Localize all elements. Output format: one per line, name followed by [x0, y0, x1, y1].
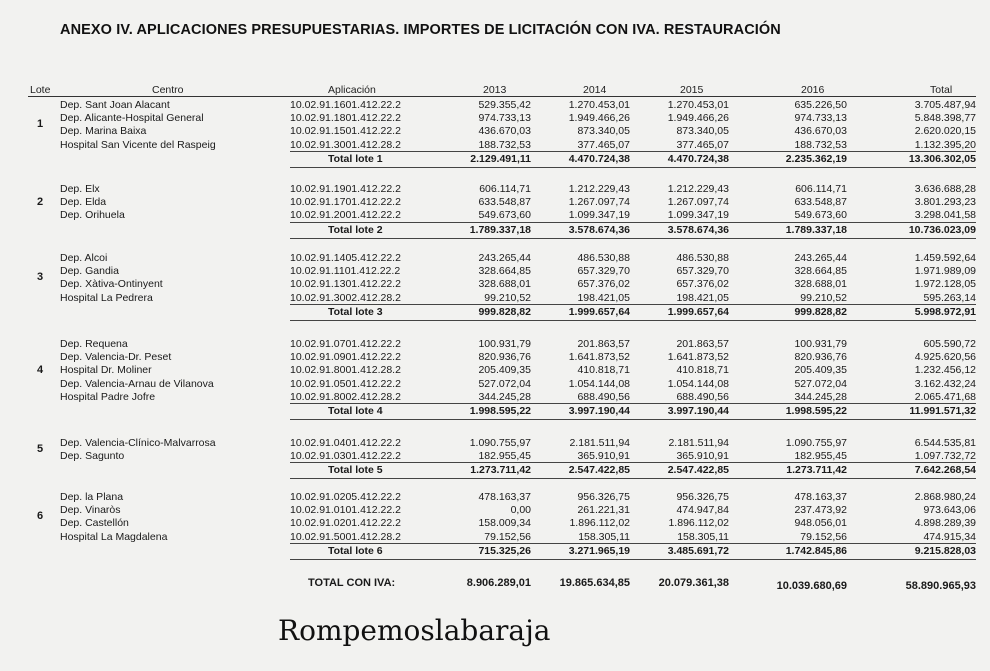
- table-row: [0, 196, 990, 209]
- value-2014-cell: 158.305,11: [578, 530, 630, 543]
- table-row: [0, 491, 990, 504]
- total-cell: 2.620.020,15: [914, 125, 976, 138]
- aplicacion-cell: 10.02.91.1501.412.22.2: [290, 125, 401, 138]
- watermark: Rompemoslabaraja: [278, 614, 551, 647]
- table-row: [0, 437, 990, 450]
- subtotal-2014: 4.470.724,38: [568, 152, 630, 165]
- grand-total-total: 58.890.965,93: [905, 580, 976, 592]
- subtotal-2013: 1.789.337,18: [469, 223, 531, 236]
- aplicacion-cell: 10.02.91.0701.412.22.2: [290, 338, 401, 350]
- value-2016-cell: 243.265,44: [794, 252, 847, 264]
- value-2015-cell: 201.863,57: [676, 338, 729, 350]
- aplicacion-cell: 10.02.91.1301.412.22.2: [290, 278, 401, 291]
- value-2015-cell: 1.099.347,19: [667, 209, 729, 222]
- value-2014-cell: 657.376,02: [577, 278, 630, 291]
- subtotal-total: 13.306.302,05: [908, 152, 976, 165]
- grand-total-2013: 8.906.289,01: [466, 577, 531, 589]
- value-2013-cell: 243.265,44: [478, 252, 531, 264]
- value-2014-cell: 1.270.453,01: [568, 99, 630, 111]
- lote-number: 1: [37, 118, 44, 131]
- group-divider: [290, 559, 976, 560]
- value-2013-cell: 820.936,76: [478, 351, 531, 364]
- value-2014-cell: 1.949.466,26: [568, 112, 630, 125]
- value-2013-cell: 529.355,42: [478, 99, 531, 111]
- value-2015-cell: 365.910,91: [676, 450, 729, 463]
- aplicacion-cell: 10.02.91.2001.412.22.2: [290, 209, 401, 222]
- value-2013-cell: 633.548,87: [478, 196, 531, 209]
- value-2013-cell: 436.670,03: [478, 125, 531, 138]
- value-2014-cell: 956.326,75: [577, 491, 630, 503]
- aplicacion-cell: 10.02.91.1901.412.22.2: [290, 183, 401, 195]
- aplicacion-cell: 10.02.91.8001.412.28.2: [290, 364, 401, 377]
- centro-cell: Dep. Valencia-Clínico-Malvarrosa: [60, 437, 216, 449]
- value-2013-cell: 328.688,01: [478, 278, 531, 291]
- subtotal-2015: 3.997.190,44: [667, 405, 729, 417]
- subtotal-row: [0, 464, 990, 477]
- centro-cell: Dep. Elda: [60, 196, 107, 209]
- subtotal-label: Total lote 3: [328, 305, 383, 318]
- subtotal-label: Total lote 4: [328, 405, 383, 417]
- value-2015-cell: 158.305,11: [677, 530, 729, 543]
- value-2013-cell: 606.114,71: [479, 183, 531, 195]
- subtotal-2014: 2.547.422,85: [568, 464, 630, 477]
- value-2016-cell: 1.090.755,97: [785, 437, 847, 449]
- subtotal-divider: [290, 151, 976, 152]
- centro-cell: Hospital Padre Jofre: [60, 390, 156, 403]
- value-2014-cell: 1.267.097,74: [568, 196, 630, 209]
- subtotal-total: 7.642.268,54: [914, 464, 976, 477]
- subtotal-divider: [290, 543, 976, 544]
- subtotal-divider: [290, 403, 976, 404]
- value-2016-cell: 188.732,53: [794, 138, 847, 151]
- total-cell: 3.705.487,94: [914, 99, 976, 111]
- value-2016-cell: 635.226,50: [794, 99, 847, 111]
- total-cell: 1.232.456,12: [914, 364, 976, 377]
- subtotal-2014: 3.997.190,44: [568, 405, 630, 417]
- value-2016-cell: 478.163,37: [794, 491, 847, 503]
- table-row: [0, 183, 990, 196]
- value-2014-cell: 1.641.873,52: [568, 351, 630, 364]
- total-cell: 3.801.293,23: [914, 196, 976, 209]
- lote-number: 2: [37, 195, 44, 208]
- value-2015-cell: 486.530,88: [676, 252, 729, 264]
- subtotal-row: [0, 224, 990, 237]
- subtotal-row: [0, 306, 990, 319]
- value-2015-cell: 657.329,70: [676, 265, 729, 278]
- value-2013-cell: 549.673,60: [478, 209, 531, 222]
- subtotal-divider: [290, 222, 976, 223]
- value-2016-cell: 99.210,52: [800, 291, 847, 304]
- value-2013-cell: 158.009,34: [478, 517, 531, 530]
- subtotal-2013: 999.828,82: [478, 305, 531, 318]
- value-2016-cell: 633.548,87: [794, 196, 847, 209]
- lote-number: 6: [37, 510, 44, 523]
- value-2013-cell: 205.409,35: [478, 364, 531, 377]
- grand-total-2015: 20.079.361,38: [658, 577, 729, 589]
- table-row: [0, 531, 990, 544]
- header-centro: Centro: [152, 84, 184, 96]
- total-cell: 3.636.688,28: [914, 183, 976, 195]
- value-2014-cell: 410.818,71: [577, 364, 630, 377]
- grand-total-label: TOTAL CON IVA:: [308, 577, 396, 589]
- total-cell: 1.132.395,20: [914, 138, 976, 151]
- value-2014-cell: 377.465,07: [577, 138, 630, 151]
- centro-cell: Dep. Gandia: [60, 265, 119, 278]
- value-2013-cell: 99.210,52: [484, 291, 531, 304]
- subtotal-2014: 3.271.965,19: [568, 544, 630, 557]
- subtotal-divider: [290, 462, 976, 463]
- value-2015-cell: 2.181.511,94: [668, 437, 729, 449]
- subtotal-2016: 2.235.362,19: [785, 152, 847, 165]
- total-cell: 3.298.041,58: [914, 209, 976, 222]
- table-row: [0, 112, 990, 125]
- header-lote: Lote: [30, 84, 51, 96]
- value-2013-cell: 328.664,85: [478, 265, 531, 278]
- centro-cell: Dep. la Plana: [60, 491, 124, 503]
- value-2015-cell: 1.054.144,08: [667, 377, 729, 390]
- value-2013-cell: 100.931,79: [478, 338, 531, 350]
- value-2015-cell: 1.270.453,01: [667, 99, 729, 111]
- value-2013-cell: 182.955,45: [478, 450, 531, 463]
- lote-number: 3: [37, 271, 44, 284]
- header-total: Total: [930, 84, 953, 96]
- header-2014: 2014: [583, 84, 607, 96]
- value-2014-cell: 1.896.112,02: [569, 517, 630, 530]
- subtotal-2015: 2.547.422,85: [667, 464, 729, 477]
- table-row: [0, 139, 990, 152]
- centro-cell: Dep. Xàtiva-Ontinyent: [60, 278, 163, 291]
- subtotal-2013: 1.273.711,42: [470, 464, 531, 477]
- total-cell: 5.848.398,77: [914, 112, 976, 125]
- table-row: [0, 278, 990, 291]
- total-cell: 973.643,06: [923, 504, 976, 517]
- group-divider: [290, 238, 976, 239]
- value-2015-cell: 1.949.466,26: [667, 112, 729, 125]
- table-row: [0, 517, 990, 530]
- table-row: [0, 378, 990, 391]
- value-2014-cell: 1.212.229,43: [568, 183, 630, 195]
- value-2014-cell: 1.054.144,08: [568, 377, 630, 390]
- centro-cell: Dep. Valencia-Dr. Peset: [60, 351, 172, 364]
- subtotal-total: 11.991.571,32: [909, 405, 976, 417]
- value-2014-cell: 1.099.347,19: [568, 209, 630, 222]
- value-2015-cell: 198.421,05: [676, 291, 729, 304]
- aplicacion-cell: 10.02.91.0401.412.22.2: [290, 437, 401, 449]
- centro-cell: Dep. Alcoi: [60, 252, 108, 264]
- value-2015-cell: 688.490,56: [676, 390, 729, 403]
- value-2013-cell: 0,00: [510, 504, 531, 517]
- value-2015-cell: 377.465,07: [676, 138, 729, 151]
- value-2015-cell: 1.896.112,02: [668, 517, 729, 530]
- group-divider: [290, 478, 976, 479]
- centro-cell: Dep. Castellón: [60, 517, 129, 530]
- header-divider: [28, 96, 976, 97]
- aplicacion-cell: 10.02.91.1701.412.22.2: [290, 196, 401, 209]
- total-cell: 4.898.289,39: [914, 517, 976, 530]
- value-2013-cell: 344.245,28: [478, 390, 531, 403]
- table-row: [0, 265, 990, 278]
- header-2013: 2013: [483, 84, 507, 96]
- table-row: [0, 125, 990, 138]
- value-2015-cell: 956.326,75: [676, 491, 729, 503]
- value-2013-cell: 478.163,37: [478, 491, 531, 503]
- value-2016-cell: 328.664,85: [794, 265, 847, 278]
- total-cell: 2.065.471,68: [914, 390, 976, 403]
- table-row: [0, 252, 990, 265]
- aplicacion-cell: 10.02.91.3001.412.28.2: [290, 138, 401, 151]
- header-2015: 2015: [680, 84, 704, 96]
- value-2016-cell: 606.114,71: [795, 183, 847, 195]
- subtotal-label: Total lote 1: [328, 152, 383, 165]
- centro-cell: Dep. Sagunto: [60, 450, 125, 463]
- header-2016: 2016: [801, 84, 825, 96]
- value-2015-cell: 474.947,84: [676, 504, 729, 517]
- centro-cell: Dep. Alicante-Hospital General: [60, 112, 204, 125]
- value-2016-cell: 100.931,79: [794, 338, 847, 350]
- table-row: [0, 351, 990, 364]
- subtotal-2016: 1.789.337,18: [785, 223, 847, 236]
- aplicacion-cell: 10.02.91.1101.412.22.2: [290, 265, 401, 278]
- value-2016-cell: 344.245,28: [794, 390, 847, 403]
- total-cell: 3.162.432,24: [914, 377, 976, 390]
- value-2016-cell: 436.670,03: [794, 125, 847, 138]
- table-row: [0, 364, 990, 377]
- subtotal-2015: 3.578.674,36: [667, 223, 729, 236]
- value-2013-cell: 79.152,56: [484, 530, 531, 543]
- total-cell: 4.925.620,56: [914, 351, 976, 364]
- total-cell: 1.972.128,05: [914, 278, 976, 291]
- value-2014-cell: 201.863,57: [577, 338, 630, 350]
- aplicacion-cell: 10.02.91.1801.412.22.2: [290, 112, 401, 125]
- value-2016-cell: 948.056,01: [794, 517, 847, 530]
- centro-cell: Dep. Vinaròs: [60, 504, 121, 517]
- aplicacion-cell: 10.02.91.0101.412.22.2: [290, 504, 401, 517]
- subtotal-2013: 1.998.595,22: [469, 405, 531, 417]
- aplicacion-cell: 10.02.91.3002.412.28.2: [290, 291, 401, 304]
- subtotal-2016: 1.742.845,86: [785, 544, 847, 557]
- table-row: [0, 338, 990, 351]
- subtotal-row: [0, 405, 990, 418]
- value-2014-cell: 198.421,05: [577, 291, 630, 304]
- centro-cell: Dep. Marina Baixa: [60, 125, 147, 138]
- subtotal-label: Total lote 5: [328, 464, 383, 477]
- value-2014-cell: 657.329,70: [577, 265, 630, 278]
- aplicacion-cell: 10.02.91.1601.412.22.2: [290, 99, 401, 111]
- grand-total-2016: 10.039.680,69: [776, 580, 847, 592]
- value-2016-cell: 820.936,76: [794, 351, 847, 364]
- subtotal-row: [0, 153, 990, 166]
- centro-cell: Hospital La Magdalena: [60, 530, 168, 543]
- subtotal-label: Total lote 6: [328, 544, 383, 557]
- total-cell: 6.544.535,81: [914, 437, 976, 449]
- subtotal-2016: 999.828,82: [794, 305, 847, 318]
- subtotal-2016: 1.998.595,22: [785, 405, 847, 417]
- aplicacion-cell: 10.02.91.0901.412.22.2: [290, 351, 401, 364]
- value-2016-cell: 182.955,45: [794, 450, 847, 463]
- centro-cell: Hospital San Vicente del Raspeig: [60, 138, 216, 151]
- value-2015-cell: 1.641.873,52: [667, 351, 729, 364]
- subtotal-total: 10.736.023,09: [908, 223, 976, 236]
- subtotal-divider: [290, 304, 976, 305]
- value-2016-cell: 974.733,13: [794, 112, 847, 125]
- table-row: [0, 504, 990, 517]
- lote-number: 4: [37, 364, 44, 376]
- aplicacion-cell: 10.02.91.8002.412.28.2: [290, 390, 401, 403]
- subtotal-2014: 3.578.674,36: [568, 223, 630, 236]
- aplicacion-cell: 10.02.91.1405.412.22.2: [290, 252, 401, 264]
- centro-cell: Dep. Requena: [60, 338, 128, 350]
- value-2013-cell: 188.732,53: [478, 138, 531, 151]
- value-2016-cell: 328.688,01: [794, 278, 847, 291]
- aplicacion-cell: 10.02.91.0201.412.22.2: [290, 517, 401, 530]
- centro-cell: Dep. Valencia-Arnau de Vilanova: [60, 377, 214, 390]
- table-row: [0, 209, 990, 222]
- total-cell: 1.971.989,09: [914, 265, 976, 278]
- subtotal-2015: 1.999.657,64: [667, 305, 729, 318]
- value-2016-cell: 205.409,35: [794, 364, 847, 377]
- group-divider: [290, 320, 976, 321]
- value-2013-cell: 974.733,13: [478, 112, 531, 125]
- table-row: [0, 391, 990, 404]
- subtotal-2015: 3.485.691,72: [667, 544, 729, 557]
- subtotal-2016: 1.273.711,42: [786, 464, 847, 477]
- group-divider: [290, 419, 976, 420]
- value-2016-cell: 79.152,56: [800, 530, 847, 543]
- table-row: [0, 99, 990, 112]
- aplicacion-cell: 10.02.91.0501.412.22.2: [290, 377, 401, 390]
- value-2016-cell: 237.473,92: [794, 504, 847, 517]
- aplicacion-cell: 10.02.91.5001.412.28.2: [290, 530, 401, 543]
- value-2015-cell: 1.212.229,43: [667, 183, 729, 195]
- value-2014-cell: 261.221,31: [577, 504, 630, 517]
- table-row: [0, 450, 990, 463]
- value-2015-cell: 873.340,05: [676, 125, 729, 138]
- subtotal-total: 9.215.828,03: [914, 544, 976, 557]
- subtotal-2013: 715.325,26: [478, 544, 531, 557]
- value-2014-cell: 873.340,05: [577, 125, 630, 138]
- grand-total-2014: 19.865.634,85: [559, 577, 630, 589]
- group-divider: [290, 167, 976, 168]
- value-2014-cell: 486.530,88: [577, 252, 630, 264]
- value-2013-cell: 1.090.755,97: [469, 437, 531, 449]
- value-2013-cell: 527.072,04: [478, 377, 531, 390]
- value-2014-cell: 688.490,56: [577, 390, 630, 403]
- subtotal-row: [0, 545, 990, 558]
- total-cell: 474.915,34: [923, 530, 976, 543]
- total-cell: 605.590,72: [923, 338, 976, 350]
- centro-cell: Dep. Elx: [60, 183, 100, 195]
- total-cell: 595.263,14: [923, 291, 976, 304]
- subtotal-2014: 1.999.657,64: [568, 305, 630, 318]
- value-2016-cell: 527.072,04: [794, 377, 847, 390]
- table-row: [0, 292, 990, 305]
- centro-cell: Hospital Dr. Moliner: [60, 364, 152, 377]
- aplicacion-cell: 10.02.91.0205.412.22.2: [290, 491, 401, 503]
- total-cell: 2.868.980,24: [914, 491, 976, 503]
- page-title: ANEXO IV. APLICACIONES PRESUPUESTARIAS. IMPORTES DE LICITACIÓN CON IVA. RESTAURACIÓN: [60, 22, 781, 38]
- subtotal-label: Total lote 2: [328, 223, 383, 236]
- value-2015-cell: 1.267.097,74: [667, 196, 729, 209]
- centro-cell: Dep. Sant Joan Alacant: [60, 99, 170, 111]
- value-2016-cell: 549.673,60: [794, 209, 847, 222]
- subtotal-2015: 4.470.724,38: [667, 152, 729, 165]
- total-cell: 1.459.592,64: [914, 252, 976, 264]
- subtotal-2013: 2.129.491,11: [470, 152, 531, 165]
- centro-cell: Hospital La Pedrera: [60, 291, 153, 304]
- header-aplicacion: Aplicación: [328, 84, 376, 96]
- aplicacion-cell: 10.02.91.0301.412.22.2: [290, 450, 401, 463]
- total-cell: 1.097.732,72: [914, 450, 976, 463]
- centro-cell: Dep. Orihuela: [60, 209, 125, 222]
- value-2015-cell: 657.376,02: [676, 278, 729, 291]
- value-2015-cell: 410.818,71: [676, 364, 729, 377]
- subtotal-total: 5.998.972,91: [914, 305, 976, 318]
- value-2014-cell: 365.910,91: [577, 450, 630, 463]
- value-2014-cell: 2.181.511,94: [569, 437, 630, 449]
- lote-number: 5: [37, 443, 44, 456]
